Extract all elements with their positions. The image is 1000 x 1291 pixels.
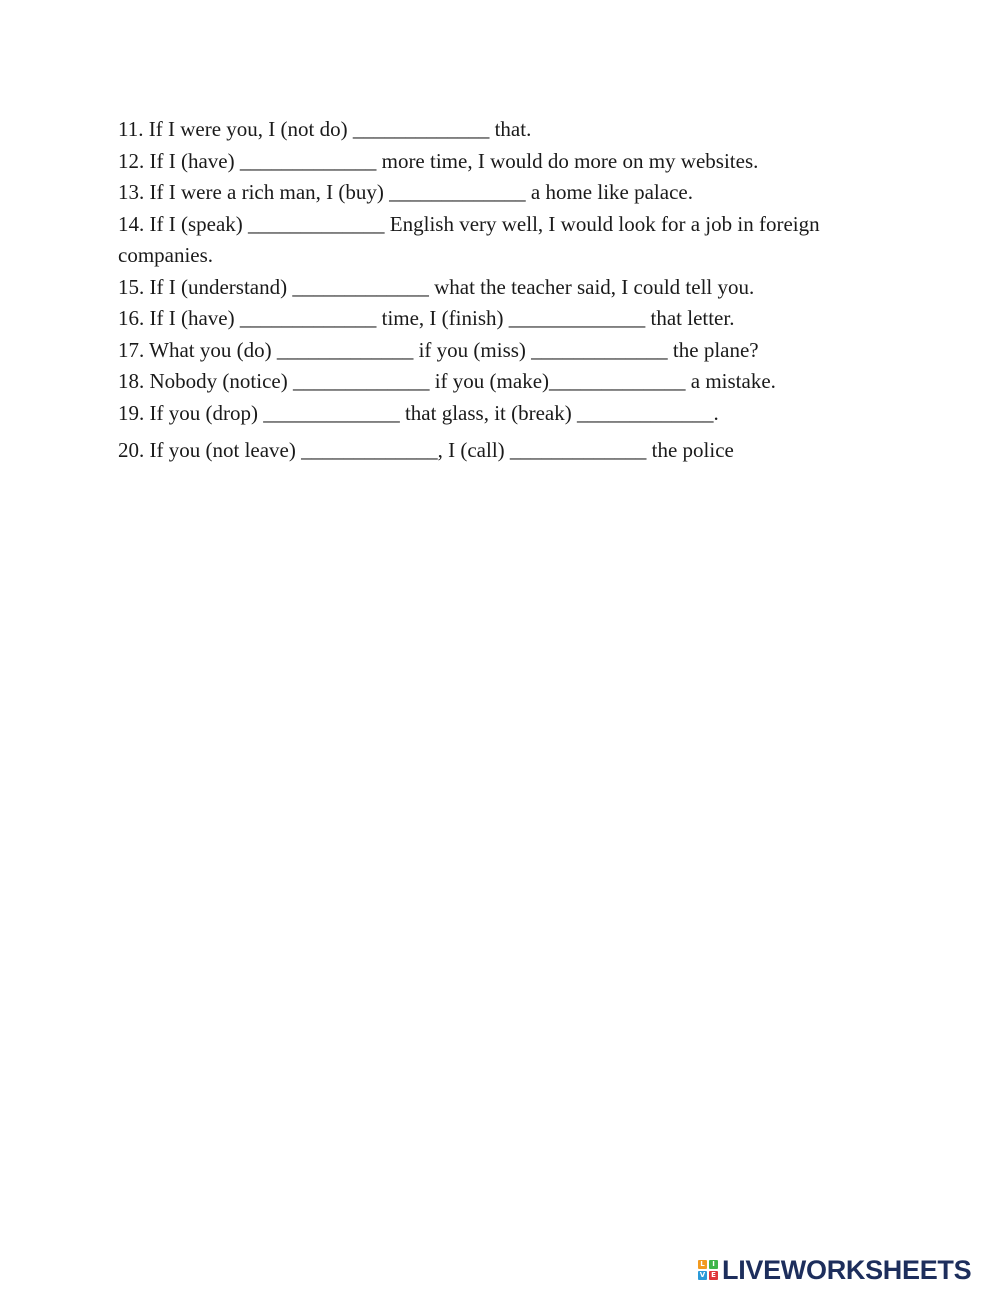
exercise-text: If I (understand) _____________ what the teacher said, I could tell you. <box>149 274 755 299</box>
exercise-text: If I (speak) _____________ English very well, I would look for a job in foreign companies. <box>118 211 820 267</box>
exercise-19 <box>118 398 908 430</box>
exercise-11 <box>118 114 908 146</box>
exercise-13 <box>118 177 908 209</box>
exercise-15 <box>118 272 908 304</box>
logo-square-l: L <box>698 1260 707 1269</box>
exercise-text: If I (have) _____________ more time, I would do more on my websites. <box>149 148 759 173</box>
exercise-number: 12. <box>118 148 145 173</box>
exercise-text: If you (drop) _____________ that glass, it (break) _____________. <box>149 400 719 425</box>
liveworksheets-logo <box>698 1255 971 1285</box>
exercise-number: 13. <box>118 180 145 204</box>
exercise-list <box>118 114 908 467</box>
exercise-number: 16. <box>118 306 145 330</box>
exercise-text: What you (do) _____________ if you (miss) _____________ the plane? <box>149 337 759 362</box>
exercise-number: 17. <box>118 337 145 362</box>
exercise-text: If you (not leave) _____________, I (call) _____________ the police <box>149 438 734 462</box>
exercise-12 <box>118 146 908 178</box>
liveworksheets-wordmark: LIVEWORKSHEETS <box>722 1254 972 1285</box>
exercise-number: 19. <box>118 400 145 425</box>
exercise-text: Nobody (notice) _____________ if you (make)_____________ a mistake. <box>149 369 776 393</box>
exercise-number: 11. <box>118 117 144 141</box>
exercise-number: 15. <box>118 274 145 299</box>
exercise-text: If I (have) _____________ time, I (finish) _____________ that letter. <box>149 306 735 330</box>
exercise-20 <box>118 435 908 467</box>
exercise-16 <box>118 303 908 335</box>
liveworksheets-logo-icon <box>698 1260 718 1280</box>
exercise-text: If I were you, I (not do) _____________ that. <box>148 117 532 141</box>
exercise-17 <box>118 335 908 367</box>
logo-square-e: E <box>709 1271 718 1280</box>
exercise-18 <box>118 366 908 398</box>
exercise-number: 20. <box>118 438 145 462</box>
logo-square-v: V <box>699 1271 706 1279</box>
exercise-number: 18. <box>118 369 145 393</box>
exercise-text: If I were a rich man, I (buy) _____________ a home like palace. <box>149 180 693 204</box>
exercise-number: 14. <box>118 211 145 236</box>
logo-square-i: I <box>709 1260 718 1269</box>
exercise-14 <box>118 209 908 272</box>
